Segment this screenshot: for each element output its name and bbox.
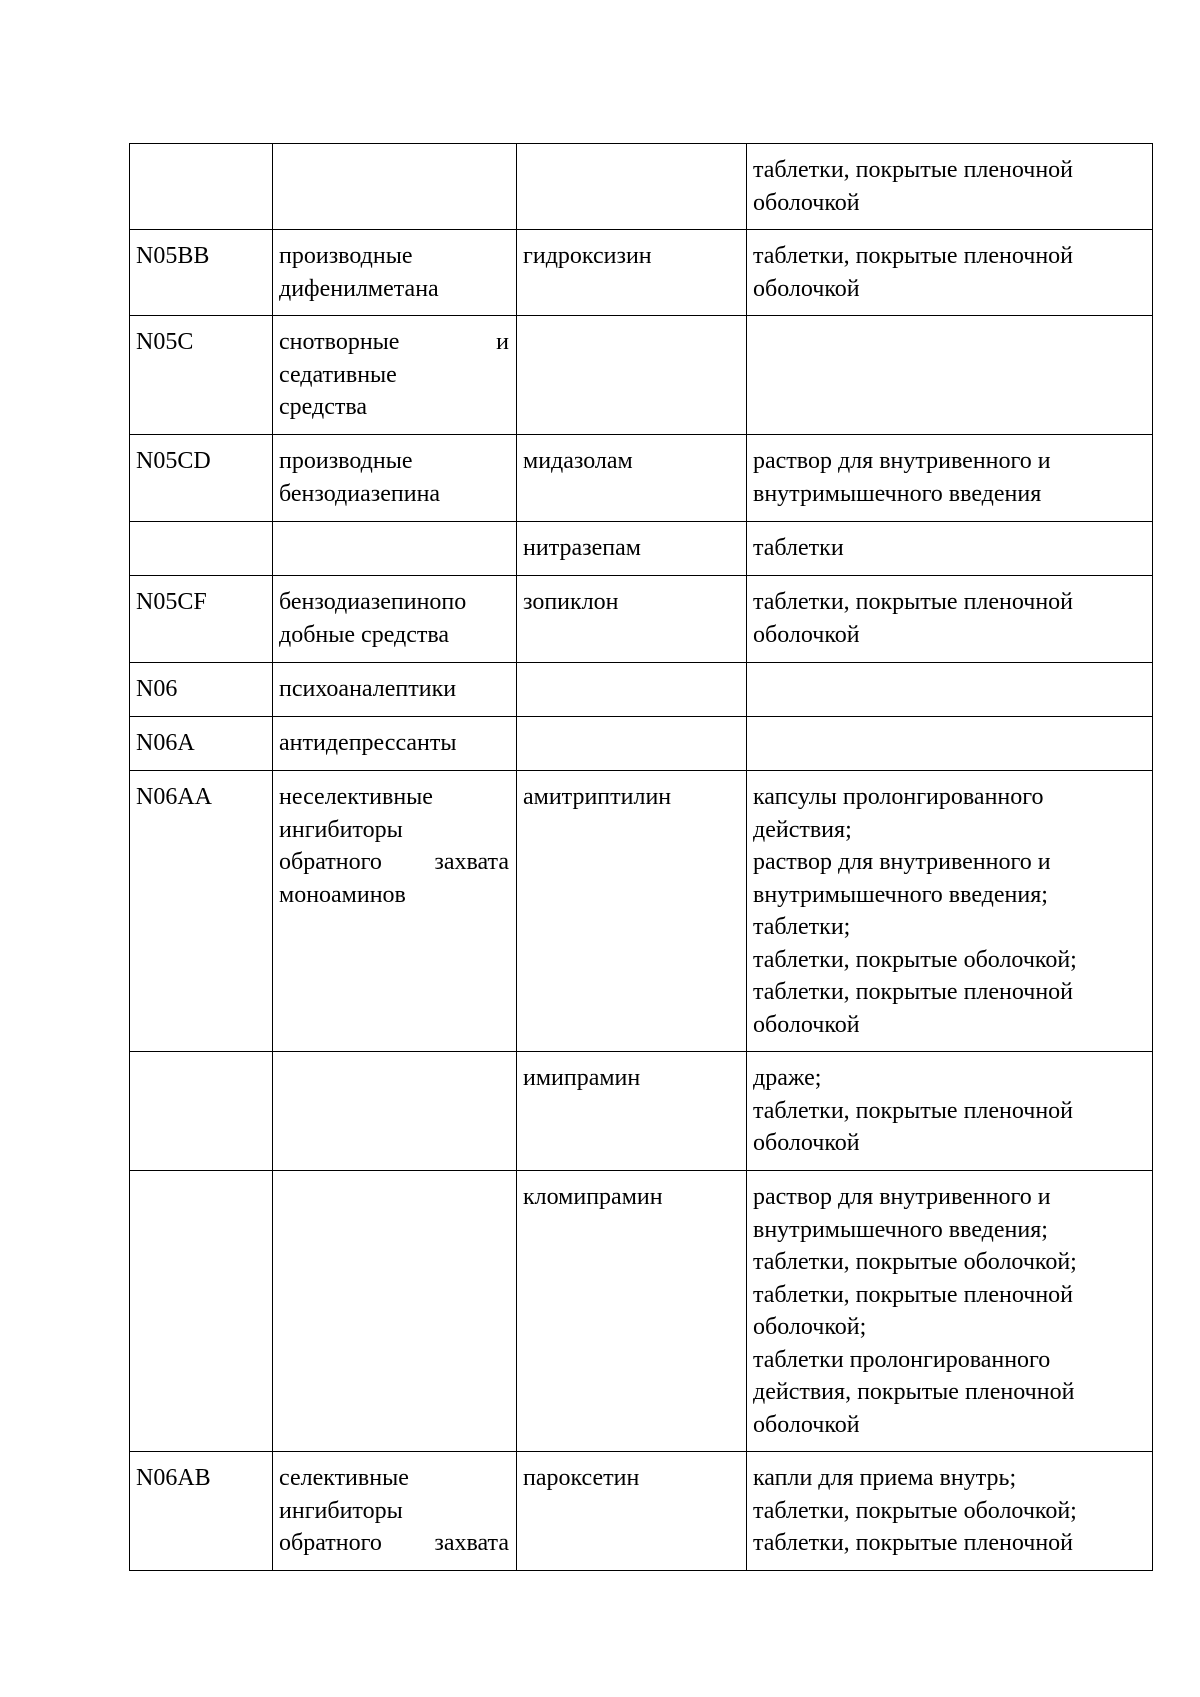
dosage-form-line: таблетки, покрытые пленочной	[753, 1281, 1074, 1308]
dosage-form-line: таблетки, покрытые пленочной	[753, 157, 1074, 183]
atc-code-cell: N05BB	[130, 230, 273, 316]
drug-name-cell	[517, 316, 747, 435]
dosage-form-line: оболочкой	[753, 621, 860, 648]
atc-code-cell: N05CF	[130, 576, 273, 663]
dosage-forms-cell	[747, 522, 1153, 576]
dosage-form-line: таблетки, покрытые оболочкой;	[753, 946, 1077, 973]
atc-code-cell	[130, 1052, 273, 1171]
dosage-form-line: таблетки, покрытые оболочкой;	[753, 1249, 1077, 1275]
drug-name-cell: амитриптилин	[517, 771, 747, 1052]
atc-code-cell: N06	[130, 663, 273, 717]
drug-name-cell	[517, 663, 747, 717]
atc-code-cell	[130, 522, 273, 576]
dosage-form-line: таблетки	[753, 535, 844, 561]
group-word: обратного	[279, 849, 382, 875]
group-line: производные	[279, 243, 413, 269]
group-word: и	[496, 329, 509, 355]
table-row	[130, 1052, 1153, 1171]
dosage-forms-cell	[747, 230, 1153, 316]
dosage-form-line: действия;	[753, 816, 852, 843]
drug-name-cell: нитразепам	[517, 522, 747, 576]
atc-code-cell	[130, 1171, 273, 1452]
drug-name-cell: мидазолам	[517, 435, 747, 522]
drug-name-cell: зопиклон	[517, 576, 747, 663]
group-line: неселективные	[279, 784, 433, 810]
group-line: седативные	[279, 361, 397, 388]
dosage-form-line: капсулы пролонгированного	[753, 784, 1044, 810]
table-row	[130, 316, 1153, 435]
dosage-form-line: оболочкой	[753, 1411, 860, 1438]
atc-code-cell: N05CD	[130, 435, 273, 522]
dosage-form-line: раствор для внутривенного и	[753, 849, 1051, 875]
group-line: добные средства	[279, 621, 450, 648]
dosage-form-line: действия, покрытые пленочной	[753, 1379, 1075, 1405]
group-cell	[273, 316, 517, 435]
group-cell	[273, 1452, 517, 1571]
group-cell	[273, 1052, 517, 1171]
group-line: ингибиторы	[279, 816, 403, 843]
group-word: захвата	[434, 1530, 509, 1556]
group-line: средства	[279, 394, 368, 420]
dosage-form-line: капли для приема внутрь;	[753, 1465, 1017, 1491]
atc-code-cell: N06A	[130, 717, 273, 771]
dosage-form-line: таблетки, покрытые пленочной	[753, 589, 1074, 615]
dosage-form-line: оболочкой;	[753, 1314, 867, 1340]
dosage-form-line: таблетки, покрытые пленочной	[753, 979, 1074, 1005]
dosage-form-line: внутримышечного введения	[753, 480, 1042, 507]
dosage-form-line: таблетки, покрытые оболочкой;	[753, 1497, 1077, 1524]
drug-table	[129, 143, 1153, 1571]
dosage-form-line: таблетки, покрытые пленочной	[753, 243, 1074, 269]
atc-code-cell	[130, 144, 273, 230]
dosage-form-line: драже;	[753, 1065, 822, 1091]
group-line	[279, 846, 509, 879]
group-line: селективные	[279, 1465, 409, 1491]
group-cell	[273, 663, 517, 717]
table-row	[130, 771, 1153, 1052]
table-row	[130, 576, 1153, 663]
dosage-forms-cell	[747, 435, 1153, 522]
dosage-forms-cell	[747, 717, 1153, 771]
dosage-form-line: оболочкой	[753, 275, 860, 302]
dosage-form-line: оболочкой	[753, 1130, 860, 1156]
group-cell	[273, 1171, 517, 1452]
group-word: захвата	[434, 849, 509, 875]
table-row	[130, 230, 1153, 316]
table-row	[130, 435, 1153, 522]
group-word: обратного	[279, 1530, 382, 1556]
atc-code-cell: N05C	[130, 316, 273, 435]
dosage-form-line: оболочкой	[753, 189, 860, 216]
group-line: бензодиазепинопо	[279, 589, 467, 615]
group-cell	[273, 522, 517, 576]
group-line	[279, 1527, 509, 1560]
dosage-form-line: раствор для внутривенного и	[753, 448, 1051, 474]
table-row	[130, 144, 1153, 230]
drug-name-cell: кломипрамин	[517, 1171, 747, 1452]
drug-name-cell: пароксетин	[517, 1452, 747, 1571]
dosage-forms-cell	[747, 1052, 1153, 1171]
dosage-form-line: внутримышечного введения;	[753, 881, 1048, 908]
table-row	[130, 1452, 1153, 1571]
drug-name-cell: имипрамин	[517, 1052, 747, 1171]
table-row	[130, 717, 1153, 771]
dosage-forms-cell	[747, 1452, 1153, 1571]
table-row	[130, 1171, 1153, 1452]
dosage-forms-cell	[747, 1171, 1153, 1452]
group-line: антидепрессанты	[279, 730, 457, 756]
dosage-form-line: таблетки;	[753, 914, 851, 940]
group-line: моноаминов	[279, 881, 406, 908]
group-cell	[273, 230, 517, 316]
dosage-forms-cell	[747, 771, 1153, 1052]
dosage-form-line: таблетки, покрытые пленочной	[753, 1097, 1074, 1124]
group-line: дифенилметана	[279, 275, 439, 302]
group-cell	[273, 771, 517, 1052]
table-row	[130, 663, 1153, 717]
atc-code-cell: N06AB	[130, 1452, 273, 1571]
group-line: ингибиторы	[279, 1497, 403, 1524]
drug-name-cell	[517, 144, 747, 230]
group-cell	[273, 717, 517, 771]
dosage-form-line: оболочкой	[753, 1011, 860, 1038]
dosage-forms-cell	[747, 663, 1153, 717]
dosage-form-line: таблетки пролонгированного	[753, 1346, 1051, 1373]
drug-name-cell: гидроксизин	[517, 230, 747, 316]
dosage-form-line: таблетки, покрытые пленочной	[753, 1530, 1074, 1556]
group-cell	[273, 435, 517, 522]
group-line: производные	[279, 448, 413, 474]
group-line: психоаналептики	[279, 676, 457, 702]
group-line	[279, 326, 509, 359]
drug-name-cell	[517, 717, 747, 771]
atc-code-cell: N06AA	[130, 771, 273, 1052]
dosage-forms-cell	[747, 316, 1153, 435]
group-cell	[273, 576, 517, 663]
dosage-forms-cell	[747, 576, 1153, 663]
group-cell	[273, 144, 517, 230]
table-row	[130, 522, 1153, 576]
group-line: бензодиазепина	[279, 480, 441, 507]
dosage-form-line: раствор для внутривенного и	[753, 1184, 1051, 1210]
dosage-form-line: внутримышечного введения;	[753, 1216, 1048, 1243]
group-word: снотворные	[279, 329, 400, 355]
dosage-forms-cell	[747, 144, 1153, 230]
